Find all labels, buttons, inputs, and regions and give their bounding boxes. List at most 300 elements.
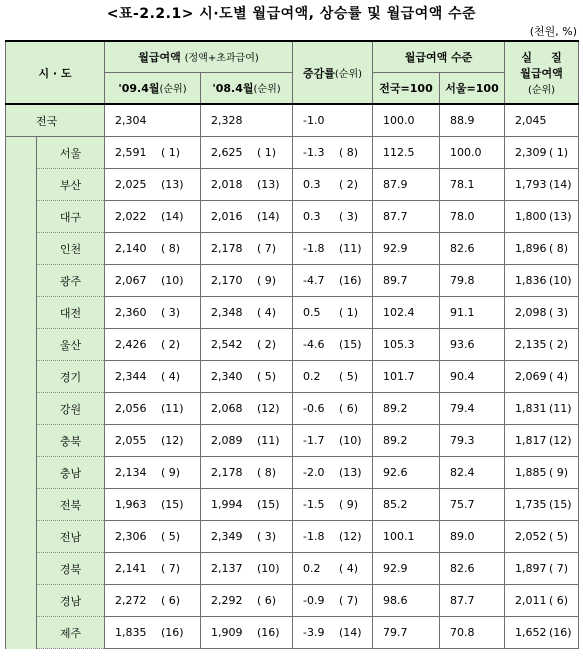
wage-table	[5, 40, 579, 649]
growth-rank: ( 7)	[339, 594, 359, 607]
wage-2008-value: 2,625	[211, 146, 243, 159]
growth-cell	[293, 233, 373, 265]
wage-2008-value: 2,292	[211, 594, 243, 607]
wage-2009-rank: ( 7)	[161, 562, 181, 575]
wage-2009-rank: (11)	[161, 402, 184, 415]
region-cell: 전국	[6, 104, 105, 137]
table-row	[6, 457, 579, 489]
real-wage-value: 2,011	[515, 594, 547, 607]
wage-2008-value: 2,348	[211, 306, 243, 319]
wage-2009-rank: (14)	[161, 210, 184, 223]
level-national-cell: 98.6	[373, 585, 440, 617]
wage-2009-value: 1,835	[115, 626, 147, 639]
growth-value: -4.7	[303, 274, 325, 287]
real-wage-cell	[505, 201, 579, 233]
growth-cell	[293, 553, 373, 585]
real-wage-rank: ( 1)	[549, 146, 569, 159]
real-wage-rank: ( 4)	[549, 370, 569, 383]
level-seoul-cell: 82.4	[440, 457, 505, 489]
wage-2008-rank: ( 6)	[257, 594, 277, 607]
table-row	[6, 553, 579, 585]
wage-2009-cell	[105, 329, 201, 361]
real-wage-value: 2,309	[515, 146, 547, 159]
wage-2009-value: 2,141	[115, 562, 147, 575]
header-growth-sub: (순위)	[334, 68, 363, 80]
region-cell: 대구	[37, 201, 105, 233]
level-national-cell: 85.2	[373, 489, 440, 521]
wage-2009-cell	[105, 361, 201, 393]
wage-2008-rank: ( 2)	[257, 338, 277, 351]
wage-2008-rank: ( 1)	[257, 146, 277, 159]
level-seoul-cell: 88.9	[440, 104, 505, 137]
level-seoul-cell: 79.4	[440, 393, 505, 425]
table-row	[6, 393, 579, 425]
wage-2009-value: 2,344	[115, 370, 147, 383]
wage-2009-rank: ( 5)	[161, 530, 181, 543]
real-wage-cell	[505, 521, 579, 553]
growth-rank: ( 5)	[339, 370, 359, 383]
table-row	[6, 137, 579, 169]
wage-2008-rank: (15)	[257, 498, 280, 511]
level-seoul-cell: 82.6	[440, 233, 505, 265]
wage-2009-cell	[105, 489, 201, 521]
wage-2008-rank: (10)	[257, 562, 280, 575]
wage-2008-rank: ( 9)	[257, 274, 277, 287]
real-wage-value: 1,800	[515, 210, 547, 223]
growth-value: -3.9	[303, 626, 325, 639]
real-wage-rank: (11)	[549, 402, 572, 415]
wage-2008-value: 2,018	[211, 178, 243, 191]
real-wage-cell	[505, 169, 579, 201]
header-col-2009-sub: (순위)	[159, 84, 187, 95]
table-title: <표-2.2.1> 시·도별 월급여액, 상승률 및 월급여액 수준	[106, 6, 477, 22]
indent-cell	[6, 201, 37, 233]
level-national-cell: 89.2	[373, 425, 440, 457]
region-cell: 경남	[37, 585, 105, 617]
growth-value: -4.6	[303, 338, 325, 351]
indent-cell	[6, 553, 37, 585]
real-wage-cell	[505, 137, 579, 169]
real-wage-rank: (16)	[549, 626, 572, 639]
table-row	[6, 585, 579, 617]
indent-cell	[6, 233, 37, 265]
real-wage-value: 1,793	[515, 178, 547, 191]
real-wage-rank: (14)	[549, 178, 572, 191]
unit-label: (천원, %)	[529, 25, 577, 38]
growth-rank: (16)	[339, 274, 362, 287]
level-national-cell: 87.9	[373, 169, 440, 201]
wage-2008-rank: ( 3)	[257, 530, 277, 543]
real-wage-rank: (15)	[549, 498, 572, 511]
growth-rank: (12)	[339, 530, 362, 543]
real-wage-value: 2,069	[515, 370, 547, 383]
region-cell: 대전	[37, 297, 105, 329]
real-wage-rank: (12)	[549, 434, 572, 447]
indent-cell	[6, 617, 37, 649]
growth-cell	[293, 297, 373, 329]
real-wage-rank: (10)	[549, 274, 572, 287]
table-row	[6, 233, 579, 265]
level-seoul-cell: 100.0	[440, 137, 505, 169]
wage-2009-cell	[105, 521, 201, 553]
wage-2009-value: 2,134	[115, 466, 147, 479]
real-wage-value: 2,135	[515, 338, 547, 351]
region-cell: 충남	[37, 457, 105, 489]
header-growth-label: 증감률	[303, 66, 335, 80]
wage-2009-cell	[105, 585, 201, 617]
indent-cell	[6, 521, 37, 553]
growth-rank: (13)	[339, 466, 362, 479]
wage-2009-rank: (16)	[161, 626, 184, 639]
wage-2008-rank: (12)	[257, 402, 280, 415]
level-seoul-cell: 89.0	[440, 521, 505, 553]
level-seoul-cell: 70.8	[440, 617, 505, 649]
wage-2008-value: 1,994	[211, 498, 243, 511]
level-seoul-cell: 78.1	[440, 169, 505, 201]
real-wage-rank: ( 8)	[549, 242, 569, 255]
wage-2009-cell	[105, 553, 201, 585]
growth-value: -1.8	[303, 530, 325, 543]
header-real-wage	[505, 41, 579, 104]
indent-cell	[6, 393, 37, 425]
growth-value: 0.2	[303, 562, 321, 575]
wage-2009-value: 2,426	[115, 338, 147, 351]
wage-2009-value: 2,272	[115, 594, 147, 607]
wage-2008-rank: (14)	[257, 210, 280, 223]
real-wage-value: 1,885	[515, 466, 547, 479]
wage-2009-value: 2,055	[115, 434, 147, 447]
real-wage-value: 1,896	[515, 242, 547, 255]
real-wage-value: 1,836	[515, 274, 547, 287]
growth-value: -0.6	[303, 402, 325, 415]
wage-2009-value: 1,963	[115, 498, 147, 511]
level-seoul-cell: 93.6	[440, 329, 505, 361]
region-cell: 경기	[37, 361, 105, 393]
real-wage-rank: ( 5)	[549, 530, 569, 543]
level-national-cell: 92.9	[373, 553, 440, 585]
wage-2008-cell	[201, 457, 293, 489]
indent-cell	[6, 361, 37, 393]
header-col-2009	[105, 73, 201, 105]
wage-2008-cell	[201, 425, 293, 457]
real-wage-cell	[505, 393, 579, 425]
region-cell: 전남	[37, 521, 105, 553]
header-level-national: 전국=100	[373, 73, 440, 105]
wage-2009-rank: ( 1)	[161, 146, 181, 159]
wage-2008-cell: 2,328	[201, 104, 293, 137]
wage-2008-cell	[201, 233, 293, 265]
region-cell: 전북	[37, 489, 105, 521]
indent-cell	[6, 297, 37, 329]
table-row	[6, 617, 579, 649]
header-wage-group-label: 월급여액	[138, 51, 181, 64]
wage-2008-cell	[201, 137, 293, 169]
wage-2009-cell	[105, 457, 201, 489]
level-seoul-cell: 91.1	[440, 297, 505, 329]
growth-value: -1.8	[303, 242, 325, 255]
real-wage-value: 1,735	[515, 498, 547, 511]
level-national-cell: 92.9	[373, 233, 440, 265]
real-wage-cell	[505, 361, 579, 393]
wage-2008-cell	[201, 329, 293, 361]
wage-2009-cell	[105, 233, 201, 265]
region-cell: 인천	[37, 233, 105, 265]
wage-2008-cell	[201, 169, 293, 201]
wage-2009-rank: ( 9)	[161, 466, 181, 479]
indent-cell	[6, 457, 37, 489]
real-wage-cell	[505, 617, 579, 649]
growth-rank: ( 6)	[339, 402, 359, 415]
wage-2008-rank: ( 7)	[257, 242, 277, 255]
wage-2009-rank: (12)	[161, 434, 184, 447]
wage-2008-cell	[201, 617, 293, 649]
growth-cell	[293, 265, 373, 297]
level-seoul-cell: 78.0	[440, 201, 505, 233]
region-cell: 부산	[37, 169, 105, 201]
growth-cell	[293, 585, 373, 617]
wage-2008-cell	[201, 201, 293, 233]
growth-value: 0.2	[303, 370, 321, 383]
table-row	[6, 489, 579, 521]
growth-cell	[293, 169, 373, 201]
table-row	[6, 265, 579, 297]
level-national-cell: 89.2	[373, 393, 440, 425]
indent-cell	[6, 265, 37, 297]
wage-2008-cell	[201, 489, 293, 521]
real-wage-cell	[505, 553, 579, 585]
header-col-2008	[201, 73, 293, 105]
wage-2008-value: 1,909	[211, 626, 243, 639]
real-wage-cell	[505, 425, 579, 457]
real-wage-rank: ( 2)	[549, 338, 569, 351]
wage-2008-rank: ( 5)	[257, 370, 277, 383]
header-region: 시 · 도	[6, 41, 105, 104]
real-wage-value: 1,897	[515, 562, 547, 575]
growth-rank: (11)	[339, 242, 362, 255]
real-wage-value: 1,652	[515, 626, 547, 639]
level-seoul-cell: 82.6	[440, 553, 505, 585]
wage-2009-cell	[105, 169, 201, 201]
wage-2008-value: 2,089	[211, 434, 243, 447]
real-wage-cell	[505, 297, 579, 329]
wage-2009-cell	[105, 617, 201, 649]
real-wage-value: 1,831	[515, 402, 547, 415]
growth-rank: ( 2)	[339, 178, 359, 191]
header-real-line1: 실 질	[521, 51, 562, 64]
level-seoul-cell: 90.4	[440, 361, 505, 393]
growth-cell	[293, 457, 373, 489]
wage-2009-rank: ( 6)	[161, 594, 181, 607]
real-wage-cell	[505, 265, 579, 297]
header-col-2008-label: '08.4월	[212, 82, 254, 95]
level-national-cell: 100.1	[373, 521, 440, 553]
growth-value: -1.3	[303, 146, 325, 159]
growth-rank: (10)	[339, 434, 362, 447]
growth-cell	[293, 329, 373, 361]
level-seoul-cell: 79.8	[440, 265, 505, 297]
region-cell: 강원	[37, 393, 105, 425]
indent-cell	[6, 329, 37, 361]
indent-cell	[6, 489, 37, 521]
indent-cell	[6, 137, 37, 169]
wage-2009-rank: (10)	[161, 274, 184, 287]
real-wage-cell	[505, 457, 579, 489]
wage-2008-cell	[201, 553, 293, 585]
level-national-cell: 92.6	[373, 457, 440, 489]
wage-2009-cell	[105, 137, 201, 169]
indent-cell	[6, 585, 37, 617]
table-row	[6, 169, 579, 201]
wage-2009-value: 2,591	[115, 146, 147, 159]
growth-cell	[293, 521, 373, 553]
growth-rank: (14)	[339, 626, 362, 639]
region-cell: 서울	[37, 137, 105, 169]
table-row	[6, 297, 579, 329]
wage-2008-cell	[201, 521, 293, 553]
real-wage-cell	[505, 329, 579, 361]
growth-value: -2.0	[303, 466, 325, 479]
header-real-line2: 월급여액	[520, 67, 563, 80]
level-national-cell: 87.7	[373, 201, 440, 233]
header-wage-group	[105, 41, 293, 73]
growth-cell	[293, 137, 373, 169]
wage-2009-cell	[105, 425, 201, 457]
wage-2009-value: 2,025	[115, 178, 147, 191]
level-national-cell: 100.0	[373, 104, 440, 137]
growth-rank: ( 3)	[339, 210, 359, 223]
level-national-cell: 79.7	[373, 617, 440, 649]
real-wage-rank: (13)	[549, 210, 572, 223]
region-cell: 제주	[37, 617, 105, 649]
header-level-seoul: 서울=100	[440, 73, 505, 105]
growth-cell	[293, 361, 373, 393]
growth-rank: ( 1)	[339, 306, 359, 319]
region-cell: 광주	[37, 265, 105, 297]
wage-2009-value: 2,056	[115, 402, 147, 415]
growth-rank: (15)	[339, 338, 362, 351]
level-national-cell: 105.3	[373, 329, 440, 361]
growth-cell	[293, 425, 373, 457]
wage-2008-value: 2,178	[211, 242, 243, 255]
level-national-cell: 89.7	[373, 265, 440, 297]
real-wage-value: 2,098	[515, 306, 547, 319]
real-wage-rank: ( 7)	[549, 562, 569, 575]
wage-2009-value: 2,360	[115, 306, 147, 319]
indent-cell	[6, 425, 37, 457]
growth-rank: ( 8)	[339, 146, 359, 159]
wage-2008-value: 2,137	[211, 562, 243, 575]
growth-cell	[293, 201, 373, 233]
wage-2008-rank: (13)	[257, 178, 280, 191]
growth-value: 0.3	[303, 178, 321, 191]
wage-2009-rank: ( 2)	[161, 338, 181, 351]
wage-2009-cell	[105, 393, 201, 425]
growth-cell: -1.0	[293, 104, 373, 137]
header-level-group: 월급여액 수준	[373, 41, 505, 73]
wage-2009-value: 2,140	[115, 242, 147, 255]
table-row	[6, 361, 579, 393]
level-national-cell: 112.5	[373, 137, 440, 169]
wage-2009-value: 2,067	[115, 274, 147, 287]
wage-2008-rank: ( 8)	[257, 466, 277, 479]
table-row	[6, 201, 579, 233]
level-seoul-cell: 87.7	[440, 585, 505, 617]
level-national-cell: 101.7	[373, 361, 440, 393]
wage-2008-value: 2,349	[211, 530, 243, 543]
wage-2008-rank: (11)	[257, 434, 280, 447]
wage-2008-value: 2,542	[211, 338, 243, 351]
region-cell: 경북	[37, 553, 105, 585]
wage-2009-cell	[105, 297, 201, 329]
growth-value: -1.5	[303, 498, 325, 511]
real-wage-cell	[505, 585, 579, 617]
real-wage-cell	[505, 233, 579, 265]
growth-cell	[293, 617, 373, 649]
table-row	[6, 521, 579, 553]
indent-cell	[6, 169, 37, 201]
real-wage-value: 1,817	[515, 434, 547, 447]
wage-2009-rank: ( 3)	[161, 306, 181, 319]
wage-2008-rank: (16)	[257, 626, 280, 639]
wage-2009-cell	[105, 201, 201, 233]
wage-2009-rank: ( 4)	[161, 370, 181, 383]
growth-cell	[293, 489, 373, 521]
real-wage-cell	[505, 489, 579, 521]
real-wage-rank: ( 6)	[549, 594, 569, 607]
wage-2008-value: 2,068	[211, 402, 243, 415]
growth-cell	[293, 393, 373, 425]
wage-2008-value: 2,016	[211, 210, 243, 223]
header-col-2009-label: '09.4월	[118, 82, 160, 95]
wage-2008-value: 2,178	[211, 466, 243, 479]
growth-value: 0.5	[303, 306, 321, 319]
real-wage-cell: 2,045	[505, 104, 579, 137]
real-wage-rank: ( 9)	[549, 466, 569, 479]
wage-2008-cell	[201, 265, 293, 297]
wage-2008-cell	[201, 393, 293, 425]
wage-2009-value: 2,022	[115, 210, 147, 223]
growth-value: 0.3	[303, 210, 321, 223]
wage-2008-cell	[201, 297, 293, 329]
wage-2009-value: 2,306	[115, 530, 147, 543]
real-wage-rank: ( 3)	[549, 306, 569, 319]
table-row	[6, 425, 579, 457]
growth-value: -0.9	[303, 594, 325, 607]
wage-2009-rank: (15)	[161, 498, 184, 511]
region-cell: 충북	[37, 425, 105, 457]
wage-2009-rank: (13)	[161, 178, 184, 191]
wage-2009-rank: ( 8)	[161, 242, 181, 255]
wage-2008-rank: ( 4)	[257, 306, 277, 319]
wage-2009-cell: 2,304	[105, 104, 201, 137]
wage-2008-value: 2,170	[211, 274, 243, 287]
table-row	[6, 329, 579, 361]
level-seoul-cell: 75.7	[440, 489, 505, 521]
region-cell: 울산	[37, 329, 105, 361]
growth-value: -1.7	[303, 434, 325, 447]
wage-2008-value: 2,340	[211, 370, 243, 383]
wage-2008-cell	[201, 585, 293, 617]
real-wage-value: 2,052	[515, 530, 547, 543]
level-national-cell: 102.4	[373, 297, 440, 329]
wage-2009-cell	[105, 265, 201, 297]
growth-rank: ( 9)	[339, 498, 359, 511]
header-col-2008-sub: (순위)	[253, 84, 281, 95]
header-real-sub: (순위)	[527, 85, 556, 96]
wage-2008-cell	[201, 361, 293, 393]
growth-rank: ( 4)	[339, 562, 359, 575]
table-row-national	[6, 104, 579, 137]
